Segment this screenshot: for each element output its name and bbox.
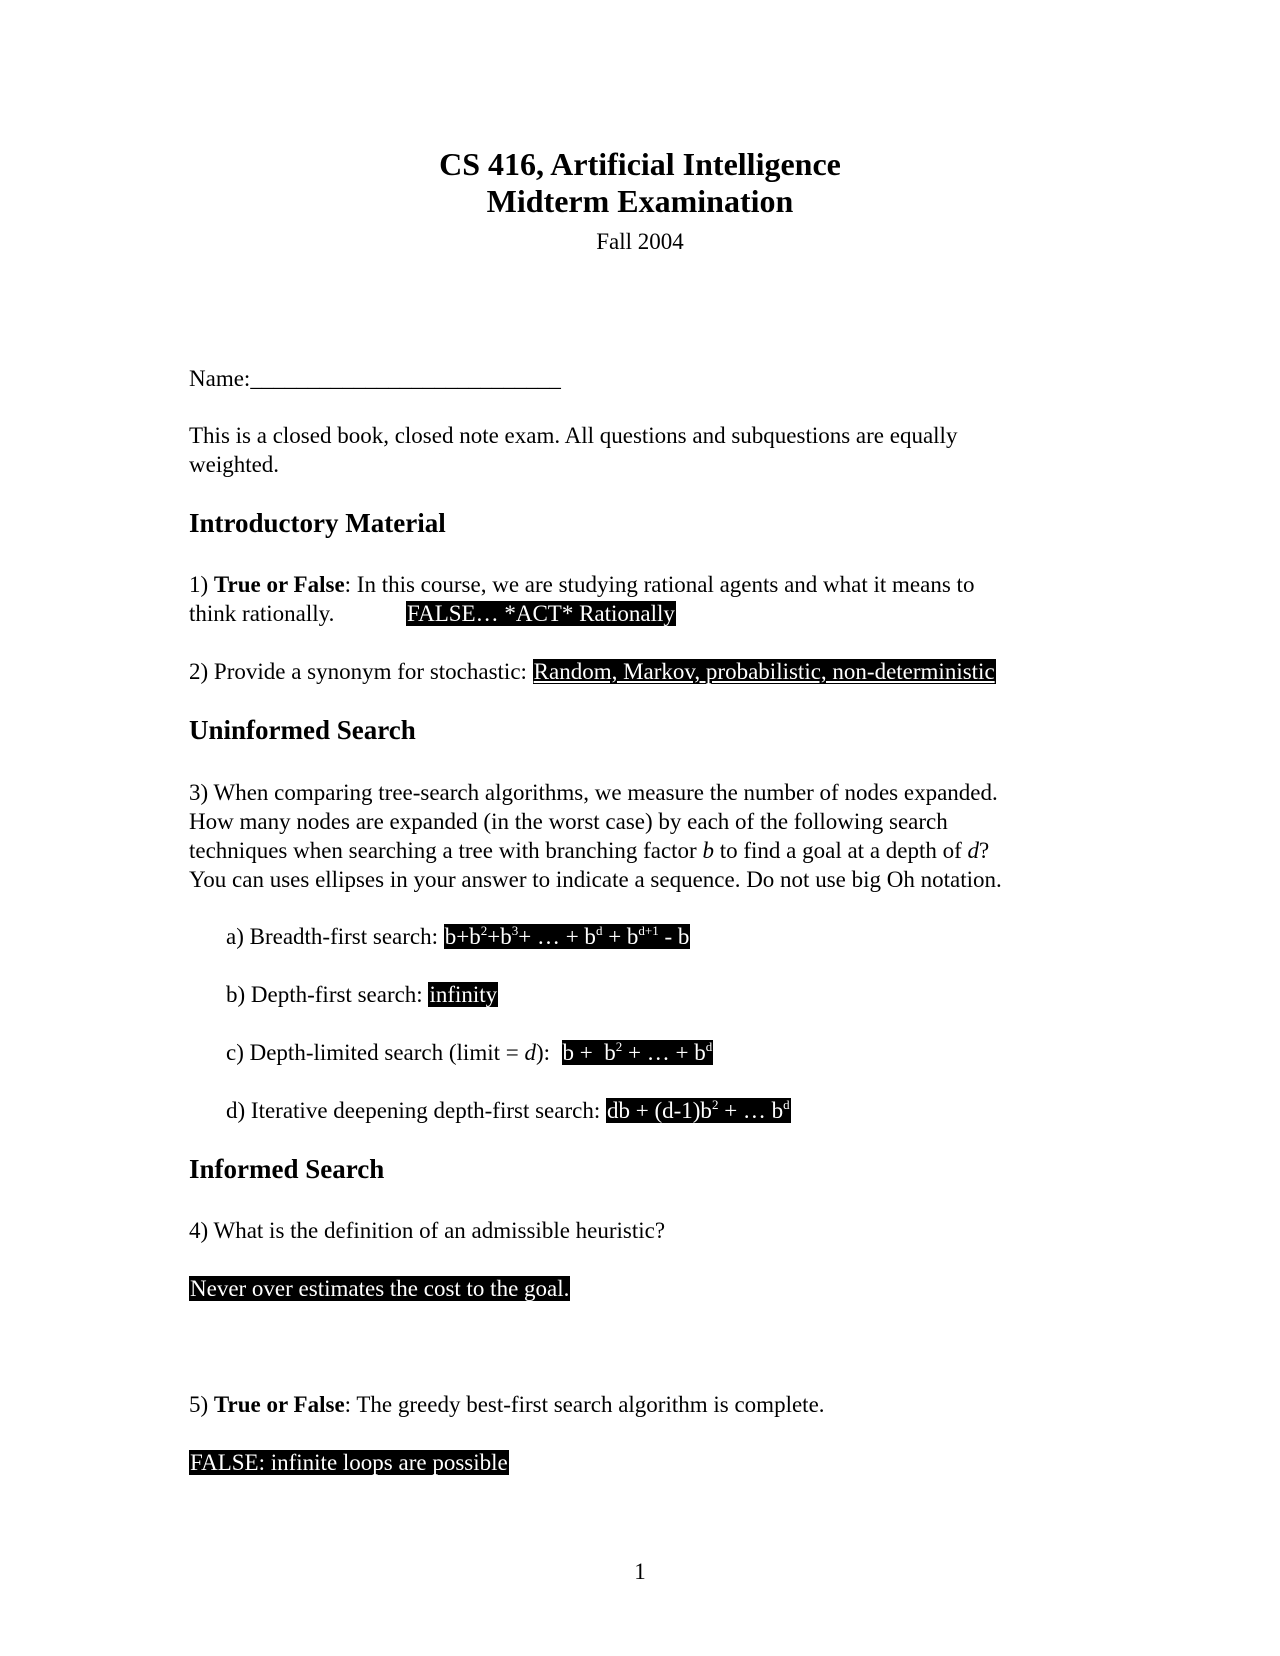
exam-subtitle: Midterm Examination bbox=[486, 183, 794, 219]
q3d-answer-highlight: db + $(d-1)b^2$ + … $b^d$ bbox=[606, 1097, 790, 1123]
q3a bbox=[226, 922, 690, 951]
page-number: 1 bbox=[634, 1559, 646, 1584]
q3c-label-a: c) Depth-limited search (limit = bbox=[226, 1040, 525, 1065]
name-field bbox=[189, 364, 561, 393]
section-heading-intro: Introductory Material bbox=[189, 508, 446, 538]
q1-answer bbox=[406, 599, 676, 628]
instructions-line2: weighted. bbox=[189, 452, 280, 477]
q3-line3-b: to find a goal at a depth of bbox=[713, 838, 968, 863]
q1-text1: : In this course, we are studying rational agents and what it means to bbox=[344, 572, 975, 597]
q4-answer-highlight: Never over estimates the cost to the goal. bbox=[190, 1276, 570, 1301]
q3-line3 bbox=[189, 836, 989, 865]
q3b-answer-highlight: infinity bbox=[429, 982, 498, 1007]
q5-line bbox=[189, 1390, 825, 1419]
q1-text2: think rationally. bbox=[189, 601, 335, 626]
section-heading-informed: Informed Search bbox=[189, 1154, 385, 1184]
q2-text: 2) Provide a synonym for stochastic: bbox=[189, 659, 533, 684]
q5-number: 5) bbox=[189, 1392, 214, 1417]
q3d bbox=[226, 1096, 791, 1125]
q3-line1: 3) When comparing tree-search algorithms, we measure the number of nodes expanded. bbox=[189, 780, 998, 805]
q1-answer-highlight: FALSE… *ACT* Rationally bbox=[407, 601, 675, 626]
q2-answer-highlight: Random, Markov, probabilistic, non-deterministic bbox=[533, 659, 995, 684]
q3a-answer-highlight: $b+b^2+b^3+$ … + $b^d + b^{d+1} - b$ bbox=[444, 923, 690, 949]
q1-number: 1) bbox=[189, 572, 214, 597]
q3c bbox=[226, 1038, 713, 1067]
q3-line3-a: techniques when searching a tree with branching factor bbox=[189, 838, 703, 863]
q5-answer-highlight: FALSE: infinite loops are possible bbox=[190, 1450, 508, 1475]
q3c-answer-highlight: $b + b^2$ + … + $b^d$ bbox=[562, 1039, 713, 1065]
section-heading-uninformed: Uninformed Search bbox=[189, 715, 416, 745]
q3a-label: a) Breadth-first search: bbox=[226, 924, 444, 949]
exam-title: CS 416, Artificial Intelligence bbox=[439, 146, 841, 182]
q1-line1 bbox=[189, 570, 974, 599]
q3c-var-d: d bbox=[524, 1040, 536, 1065]
q2 bbox=[189, 657, 996, 686]
exam-term: Fall 2004 bbox=[596, 229, 684, 254]
q4-answer bbox=[189, 1274, 570, 1303]
q3-line3-c: ? bbox=[979, 838, 990, 863]
q3-var-d: d bbox=[967, 838, 980, 863]
q3-var-b: b bbox=[702, 838, 714, 863]
q5-true-false: True or False bbox=[213, 1392, 345, 1417]
q3-line2: How many nodes are expanded (in the worst case) by each of the following search bbox=[189, 809, 948, 834]
q3-line4: You can uses ellipses in your answer to indicate a sequence. Do not use big Oh notation. bbox=[189, 867, 1002, 892]
q4-text: 4) What is the definition of an admissible heuristic? bbox=[189, 1218, 666, 1243]
q3b-label: b) Depth-first search: bbox=[226, 982, 429, 1007]
q3d-label: d) Iterative deepening depth-first search: bbox=[226, 1098, 606, 1123]
q3b bbox=[226, 980, 498, 1009]
name-blank: ___________________________ bbox=[250, 366, 561, 391]
name-label: Name: bbox=[189, 366, 251, 391]
instructions-line1: This is a closed book, closed note exam. All questions and subquestions are equally bbox=[189, 423, 958, 448]
q3c-label-b: ): bbox=[535, 1040, 562, 1065]
q1-true-false: True or False bbox=[213, 572, 345, 597]
q5-text: : The greedy best-first search algorithm is complete. bbox=[344, 1392, 825, 1417]
q5-answer bbox=[189, 1448, 509, 1477]
